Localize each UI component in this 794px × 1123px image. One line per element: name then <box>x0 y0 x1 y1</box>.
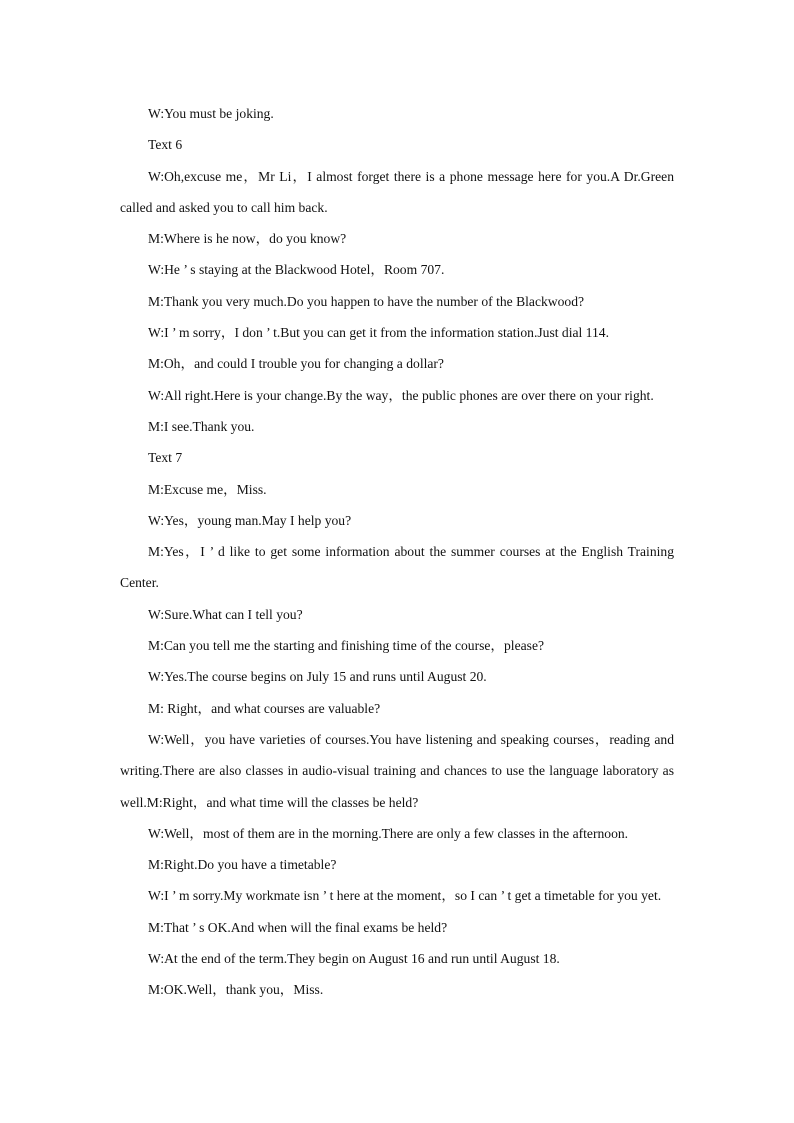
dialogue-line: M:Right.Do you have a timetable? <box>148 857 337 873</box>
dialogue-line: M:That ’ s OK.And when will the final exams be held? <box>148 919 448 935</box>
section-heading-text-7: Text 7 <box>148 450 183 466</box>
dialogue-line: W:You must be joking. <box>148 106 274 121</box>
dialogue-line: M:I see.Thank you. <box>148 418 255 434</box>
dialogue-line: M:OK.Well，thank you，Miss. <box>148 982 324 998</box>
dialogue-line: W:Oh,excuse me，Mr Li，I almost forget there is a phone message here for you.A Dr.Green called and asked you to call him back. <box>120 168 674 215</box>
section-heading-text-6: Text 6 <box>148 137 183 153</box>
dialogue-line: M:Can you tell me the starting and finishing time of the course，please? <box>148 638 545 654</box>
dialogue-line: M:Oh，and could I trouble you for changing a dollar? <box>148 356 444 372</box>
dialogue-line: W:At the end of the term.They begin on August 16 and run until August 18. <box>148 951 560 967</box>
dialogue-line: W:Well，most of them are in the morning.There are only a few classes in the afternoon. <box>148 825 629 841</box>
dialogue-line: M:Where is he now，do you know? <box>148 231 347 247</box>
dialogue-line: W:I ’ m sorry.My workmate isn ’ t here at the moment，so I can ’ t get a timetable for you yet. <box>148 888 662 904</box>
dialogue-line: M:Yes，I ’ d like to get some information about the summer courses at the English Training Center. <box>120 544 674 591</box>
dialogue-line: M:Thank you very much.Do you happen to have the number of the Blackwood? <box>148 293 585 309</box>
dialogue-line: W:He ’ s staying at the Blackwood Hotel，Room 707. <box>148 262 445 278</box>
dialogue-line: W:Well，you have varieties of courses.You have listening and speaking courses，reading and writing.There are also classes in audio-visual training and chances to use the language laboratory as well.M:Right，and what time will the classes be held? <box>120 731 674 810</box>
dialogue-line: M:Excuse me，Miss. <box>148 481 267 497</box>
dialogue-line: W:I ’ m sorry，I don ’ t.But you can get it from the information station.Just dial 114. <box>148 325 609 341</box>
dialogue-line: M: Right，and what courses are valuable? <box>148 700 381 716</box>
dialogue-line: W:Sure.What can I tell you? <box>148 606 303 622</box>
document-page <box>120 98 674 1006</box>
dialogue-line: W:Yes，young man.May I help you? <box>148 512 352 528</box>
dialogue-line: W:Yes.The course begins on July 15 and runs until August 20. <box>148 669 487 685</box>
dialogue-line: W:All right.Here is your change.By the way，the public phones are over there on your right. <box>148 387 654 403</box>
